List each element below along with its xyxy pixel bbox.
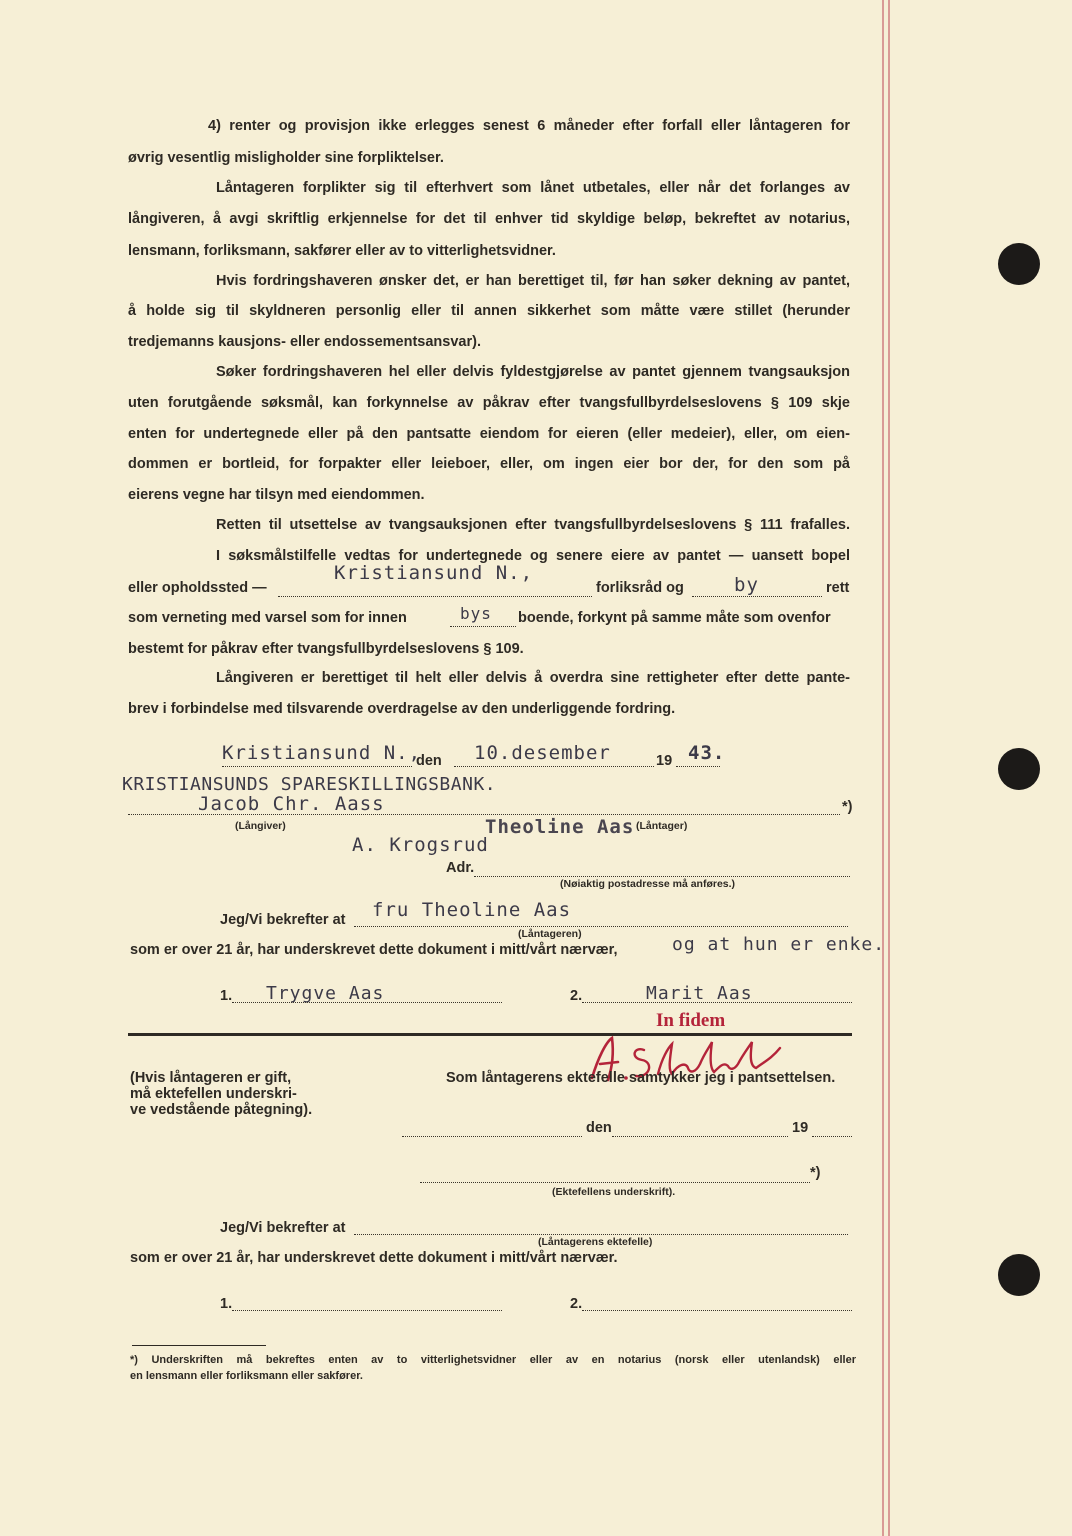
witness1-label: (Låntageren) <box>518 928 582 940</box>
witness1-prefix: Jeg/Vi bekrefter at <box>220 912 346 928</box>
spouse-note-line1: (Hvis låntageren er gift, <box>130 1070 292 1086</box>
date-day-field <box>454 766 654 767</box>
footnote-rule <box>132 1345 266 1346</box>
margin-line-left <box>882 0 884 1536</box>
borrower-name: Theoline Aas <box>485 816 635 838</box>
auction-line1: Søker fordringshaveren hel eller delvis fyldestgjørelse av pantet gjennem tvangsauksjon <box>216 364 850 380</box>
notary-signature-text: A. Sjolsvik <box>588 1028 594 1029</box>
auction-line4: dommen er bortleid, for forpakter eller leieboer, eller, om ingen eier bor der, for den som på <box>128 456 850 472</box>
witness1-w1-field <box>232 1002 502 1003</box>
spouse-marker: *) <box>810 1165 821 1181</box>
margin-line-right <box>888 0 890 1536</box>
auction-line3: enten for undertegnede eller på den pantsatte eiendom for eieren (eller medeier), eller, om eien- <box>128 426 850 442</box>
date-year-field <box>676 766 720 767</box>
venue-line3-prefix: som verneting med varsel som for innen <box>128 610 407 626</box>
witness1-field <box>354 926 848 927</box>
venue-prefix: eller opholdssted — <box>128 580 267 596</box>
acknowledge-line2: långiveren, å avgi skriftlig erkjennelse for det til enhver tid skyldige beløp, bekreftet av notarius, <box>128 211 850 227</box>
venue-court-field <box>692 596 822 597</box>
venue-mid: forliksråd og <box>596 580 684 596</box>
punch-hole-top <box>998 243 1040 285</box>
spouse-signature-field <box>420 1182 810 1183</box>
acknowledge-line3: lensmann, forliksmann, sakfører eller av to vitterlighetsvidner. <box>128 243 556 259</box>
witness2-line2: som er over 21 år, har underskrevet dette dokument i mitt/vårt nærvær. <box>130 1250 618 1266</box>
auction-line5: eierens vegne har tilsyn med eiendommen. <box>128 487 425 503</box>
venue-place-field <box>278 596 592 597</box>
witness1-name: fru Theoline Aas <box>372 899 572 921</box>
spouse-date-field <box>612 1136 788 1137</box>
witness2-n2: 2. <box>570 1296 583 1312</box>
venue-line3-suffix: boende, forkynt på samme måte som ovenfor <box>518 610 831 626</box>
clause4-line1: 4) renter og provisjon ikke erlegges senest 6 måneder efter forfall eller låntageren for <box>208 118 850 134</box>
footnote-line1: *) Underskriften må bekreftes enten av to vitterlighetsvidner eller av en notarius (norsk eller utenlandsk) eller <box>130 1354 856 1366</box>
witness2-w1-field <box>232 1310 502 1311</box>
borrower-address-name: A. Krogsrud <box>352 834 489 856</box>
spouse-note-line2: må ektefellen underskri- <box>130 1086 297 1102</box>
transfer-line1: Långiveren er berettiget til helt eller delvis å overdra sine rettigheter efter dette pante- <box>216 670 850 686</box>
borrower-address-field <box>474 876 850 877</box>
date-year: 43. <box>688 742 726 764</box>
creditor-line2: å holde sig til skyldneren personlig eller til annen sikkerhet som måtte være stillet (herunder <box>128 303 850 319</box>
spouse-consent: Som låntagerens ektefelle samtykker jeg i pantsettelsen. <box>446 1070 836 1086</box>
lender-field <box>128 814 840 815</box>
waiver-line: Retten til utsettelse av tvangsauksjonen efter tvangsfullbyrdelseslovens § 111 frafalles. <box>216 517 850 533</box>
witness2-n1: 1. <box>220 1296 233 1312</box>
clause4-line2: øvrig vesentlig misligholder sine forpliktelser. <box>128 150 444 166</box>
witness2-label: (Låntagerens ektefelle) <box>538 1236 653 1248</box>
witness1-line2: som er over 21 år, har underskrevet dette dokument i mitt/vårt nærvær, <box>130 942 618 958</box>
borrower-address-label: Adr. <box>446 860 475 876</box>
spouse-den: den <box>586 1120 612 1136</box>
punch-hole-middle <box>998 748 1040 790</box>
spouse-note-line3: ve vedstående påtegning). <box>130 1102 313 1118</box>
spouse-place-field <box>402 1136 582 1137</box>
venue-court: by <box>734 574 759 596</box>
date-place-field <box>222 766 412 767</box>
witness1-w2: Marit Aas <box>646 983 753 1004</box>
venue-line3-fill: bys <box>460 604 492 623</box>
punch-hole-bottom <box>998 1254 1040 1296</box>
borrower-label: (Låntager) <box>636 820 688 832</box>
witness1-w2-field <box>582 1002 852 1003</box>
witness2-field <box>354 1234 848 1235</box>
lender-marker: *) <box>842 799 853 815</box>
venue-line1: I søksmålstilfelle vedtas for undertegnede og senere eiere av pantet — uansett bopel <box>216 548 850 564</box>
acknowledge-line1: Låntageren forplikter sig til efterhvert som lånet utbetales, eller når det forlanges av <box>216 180 850 196</box>
date-den: den <box>416 753 442 769</box>
witness2-w2-field <box>582 1310 852 1311</box>
lender-signer: Jacob Chr. Aass <box>198 793 385 815</box>
witness1-n1: 1. <box>220 988 233 1004</box>
witness1-w1: Trygve Aas <box>266 983 385 1004</box>
venue-place: Kristiansund N., <box>334 562 534 584</box>
footnote-line2: en lensmann eller forliksmann eller sakfører. <box>130 1370 363 1382</box>
borrower-address-note: (Nøiaktig postadresse må anføres.) <box>560 878 736 890</box>
date-day: 10.desember <box>474 742 611 764</box>
transfer-line2: brev i forbindelse med tilsvarende overdragelse av den underliggende fordring. <box>128 701 676 717</box>
witness1-n2: 2. <box>570 988 583 1004</box>
creditor-line3: tredjemanns kausjons- eller endossementsansvar). <box>128 334 481 350</box>
creditor-line1: Hvis fordringshaveren ønsker det, er han berettiget til, før han søker dekning av pantet, <box>216 273 850 289</box>
spouse-signature-label: (Ektefellens underskrift). <box>552 1186 676 1198</box>
auction-line2: uten forutgående søksmål, kan forkynnelse av påkrav efter tvangsfullbyrdelseslovens § 109 skje <box>128 395 850 411</box>
lender-label: (Långiver) <box>235 820 286 832</box>
spouse-year-prefix: 19 <box>792 1120 809 1136</box>
witness2-prefix: Jeg/Vi bekrefter at <box>220 1220 346 1236</box>
venue-suffix: rett <box>826 580 850 596</box>
date-year-prefix: 19 <box>656 753 673 769</box>
venue-line3-field <box>450 626 516 627</box>
venue-line4: bestemt for påkrav efter tvangsfullbyrdelseslovens § 109. <box>128 641 524 657</box>
spouse-year-field <box>812 1136 852 1137</box>
date-place: Kristiansund N., <box>222 742 422 764</box>
witness1-addendum: og at hun er enke. <box>672 934 886 955</box>
lender-bank: KRISTIANSUNDS SPARESKILLINGSBANK. <box>122 774 497 795</box>
stamp-in-fidem: In fidem <box>656 1010 726 1031</box>
